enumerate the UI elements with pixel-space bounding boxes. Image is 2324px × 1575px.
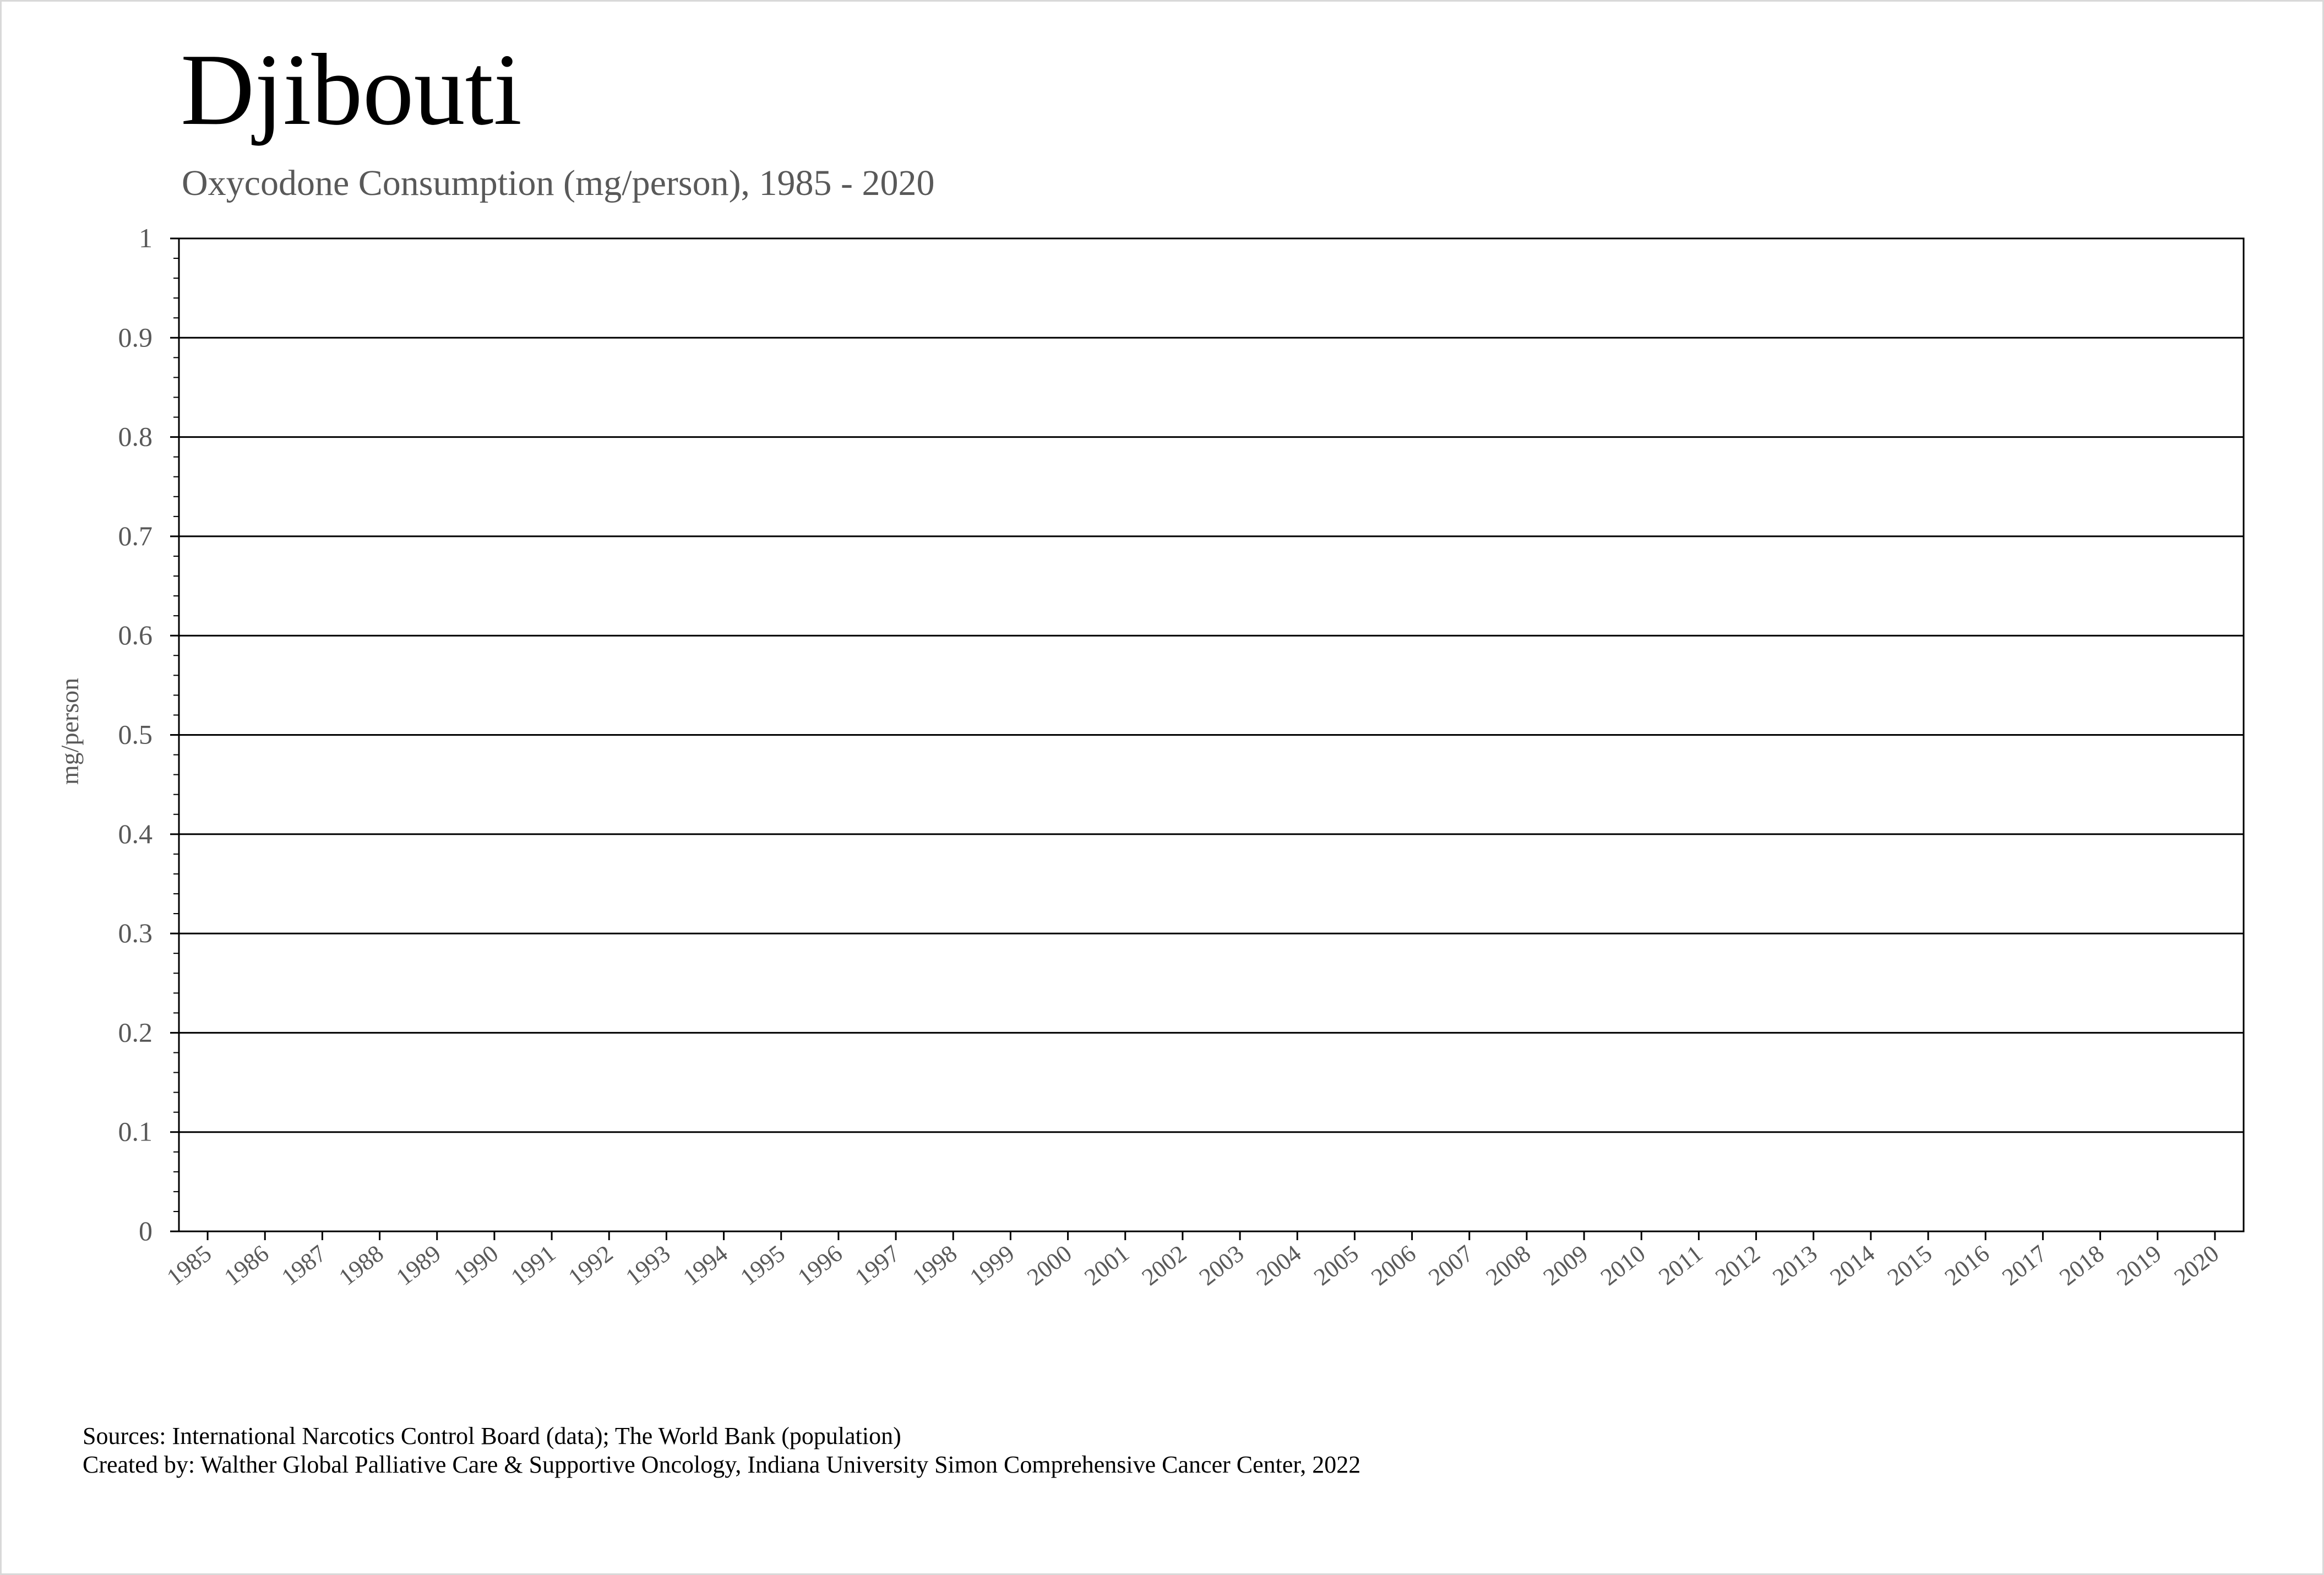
x-tick-label: 2019 — [2111, 1240, 2167, 1291]
y-tick-label: 0.2 — [118, 1017, 153, 1048]
y-tick-label: 0.4 — [118, 818, 153, 849]
x-tick-label: 2006 — [1366, 1240, 1421, 1291]
x-tick-label: 1996 — [792, 1240, 848, 1291]
x-tick-label: 1994 — [678, 1240, 733, 1291]
y-tick-label: 0.8 — [118, 421, 153, 452]
y-tick-label: 0.3 — [118, 917, 153, 949]
x-tick-label: 2015 — [1882, 1240, 1937, 1291]
x-tick-label: 1997 — [850, 1240, 905, 1291]
y-tick-label: 0.7 — [118, 520, 153, 551]
x-tick-label: 2011 — [1653, 1240, 1708, 1291]
x-tick-label: 1998 — [907, 1240, 962, 1291]
x-tick-label: 1991 — [505, 1240, 561, 1291]
y-tick-label: 0 — [139, 1215, 153, 1246]
x-tick-label: 1990 — [448, 1240, 504, 1291]
created-by-text: Created by: Walther Global Palliative Care & Supportive Oncology, Indiana University Simon Comprehensive Cancer Center, 2022 — [83, 1451, 1361, 1478]
y-tick-label: 0.5 — [118, 719, 153, 750]
y-axis-label: mg/person — [56, 677, 84, 785]
x-tick-label: 2002 — [1136, 1240, 1192, 1291]
x-tick-label: 2014 — [1825, 1240, 1880, 1291]
x-tick-label: 2005 — [1309, 1240, 1364, 1291]
y-tick-label: 0.1 — [118, 1116, 153, 1147]
x-tick-label: 1995 — [735, 1240, 790, 1291]
footer — [83, 1422, 1360, 1479]
x-tick-label: 1992 — [563, 1240, 618, 1291]
x-tick-label: 2018 — [2054, 1240, 2109, 1291]
x-tick-label: 1988 — [334, 1240, 389, 1291]
x-tick-label: 1987 — [276, 1240, 331, 1291]
x-tick-label: 2020 — [2169, 1240, 2224, 1291]
y-tick-label: 0.6 — [118, 620, 153, 651]
x-tick-label: 1986 — [219, 1240, 274, 1291]
chart-title: Djibouti — [181, 33, 523, 146]
x-tick-label: 2017 — [1997, 1240, 2052, 1291]
x-tick-label: 2012 — [1710, 1240, 1765, 1291]
x-tick-label: 2008 — [1481, 1240, 1536, 1291]
chart-subtitle: Oxycodone Consumption (mg/person), 1985 - 2020 — [182, 163, 935, 203]
y-tick-label: 0.9 — [118, 322, 153, 353]
x-tick-label: 2010 — [1595, 1240, 1651, 1291]
x-tick-label: 1999 — [965, 1240, 1020, 1291]
x-tick-label: 2000 — [1022, 1240, 1077, 1291]
x-tick-label: 2007 — [1423, 1240, 1478, 1291]
x-tick-label: 1989 — [391, 1240, 446, 1291]
x-tick-label: 2016 — [1939, 1240, 1995, 1291]
x-tick-label: 1985 — [161, 1240, 217, 1291]
y-tick-labels — [118, 222, 153, 1246]
gridlines — [170, 238, 2244, 1231]
x-tick-label: 2009 — [1538, 1240, 1593, 1291]
x-tick-labels — [162, 1231, 2224, 1291]
x-tick-label: 1993 — [621, 1240, 676, 1291]
x-tick-label: 2013 — [1767, 1240, 1822, 1291]
sources-text: Sources: International Narcotics Control Board (data); The World Bank (population) — [83, 1422, 901, 1449]
x-tick-label: 2003 — [1194, 1240, 1249, 1291]
x-tick-label: 2004 — [1251, 1240, 1307, 1291]
y-tick-label: 1 — [139, 222, 153, 253]
x-tick-label: 2001 — [1079, 1240, 1134, 1291]
